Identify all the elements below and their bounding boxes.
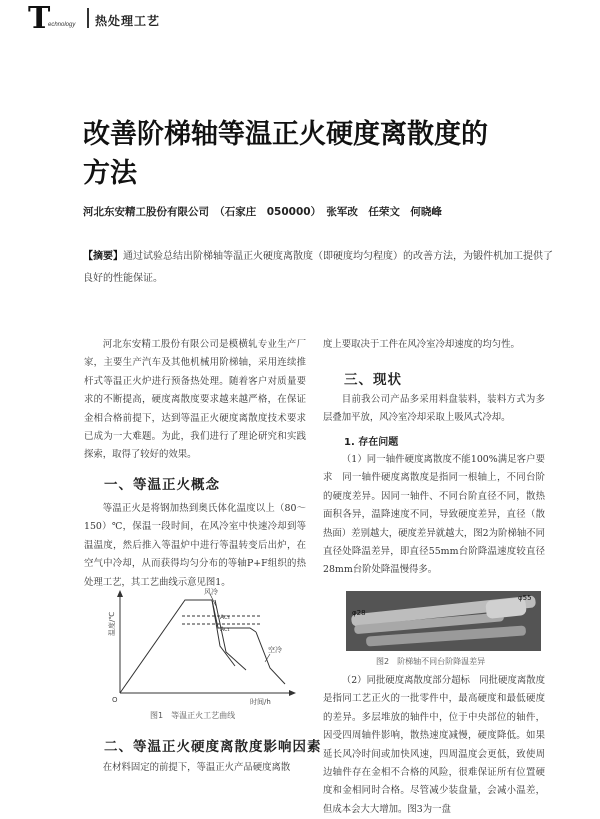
left-intro (84, 336, 306, 465)
intro-paragraph: 河北东安精工股份有限公司是模横轧专业生产厂家，主要生产汽车及其他机械用阶梯轴，采用连续推杆式等温正火炉进行预备热处理。随着客户对质量要求的不断提高，硬度离散度要求越来越严格，在保证金相合格前提下，达到等温正火硬度离散度技术要求已成为一大难题。为此，我们进行了理论研究和实践探索，取得了较好的效果。 (84, 339, 306, 461)
left-section2 (84, 759, 306, 777)
left-section1 (84, 500, 306, 592)
figure1-process-curve (100, 588, 300, 706)
article-title (83, 115, 553, 193)
section1-paragraph: 等温正火是将钢加热到奥氏体化温度以上（80～150）℃，保温一段时间，在风冷室中快速冷却到等温温度，然后推入等温炉中进行等温转变后出炉，在空气中冷却，从而获得均匀分布的等轴P+F组织的热处理工艺，其工艺曲线示意见图1。 (84, 503, 306, 588)
figure1-ylabel: 温度/℃ (108, 611, 116, 636)
right-col-top (323, 336, 545, 354)
header-section-title: 热处理工艺 (95, 14, 161, 28)
article-authors: 河北东安精工股份有限公司 （石家庄 050000） 张军改 任荣文 何晓峰 (83, 206, 442, 218)
header-logo-letter: T (28, 1, 51, 36)
right-continuation: 度上要取决于工件在风冷室冷却速度的均匀性。 (323, 339, 520, 350)
figure1-xlabel: 时间/h (250, 698, 271, 706)
header-divider (87, 8, 89, 28)
article-title-line2: 方法 (83, 158, 137, 189)
section2-paragraph: 在材料固定的前提下，等温正火产品硬度离散 (102, 762, 291, 773)
figure1-origin: O (112, 696, 118, 704)
figure1-caption: 图1 等温正火工艺曲线 (150, 711, 236, 720)
subsection1-heading: 1. 存在问题 (344, 437, 399, 448)
status-paragraph: 目前我公司产品多采用料盘装料，装料方式为多层叠加平放，风冷室冷却采取上吸风式冷却。 (323, 394, 545, 424)
problem2-paragraph: （2）同批硬度离散度部分超标 同批硬度离散度是指同工艺正火的一批零件中，最高硬度和最低硬度的差异。多层堆放的轴件中，位于中央部位的轴件，因受四周轴件影响，散热速度减慢，硬度降低。如果延长风冷时间或加快风速，四周温度会更低，致使周边轴件存在金相不合格的风险，很难保证所有位置硬度和金相同时合格。尽管减少装盘量，会减小温差，但成本会大大增加。图3为一盘 (323, 675, 545, 815)
abstract-text: 通过试验总结出阶梯轴等温正火硬度离散度（即硬度均匀程度）的改善方法，为锻件机加工提供了良好的性能保证。 (83, 251, 553, 284)
problem1-paragraph: （1）同一轴件硬度离散度不能100%满足客户要求 同一轴件硬度离散度是指同一根轴上，不同台阶的硬度差异。因同一轴件、不同台阶直径不同，散热面积各异，温降速度不同，导致硬度差异，直径（散热面）差别越大，硬度差异就越大，图2为阶梯轴不同直径处降温差异，即直径55mm台阶降温速度较直径28mm台阶处降温慢得多。 (323, 454, 545, 576)
section3-heading: 三、现状 (344, 372, 402, 388)
section1-heading: 一、等温正火概念 (104, 477, 220, 493)
right-col-sec3 (323, 391, 545, 428)
figure1-label-ac3: Ac₃ (220, 614, 230, 621)
figure2-label-large: φ55 (518, 594, 532, 602)
article-abstract (83, 246, 553, 290)
figure2-label-small: φ28 (352, 609, 366, 617)
figure1-branch-curve-1 (212, 600, 235, 666)
abstract-label: 【摘要】 (83, 251, 123, 262)
figure1-y-arrow (117, 590, 123, 597)
section2-heading: 二、等温正火硬度离散度影响因素 (104, 739, 322, 755)
figure1-x-arrow (289, 690, 296, 696)
figure1-label-air: 空冷 (268, 646, 282, 654)
right-col-problem1 (323, 451, 545, 580)
article-title-line1: 改善阶梯轴等温正火硬度离散度的 (83, 119, 488, 150)
header-logo-word: echnology (48, 22, 76, 28)
figure1-label-air-cool: 风冷 (204, 588, 218, 596)
figure2-caption: 图2 阶梯轴不同台阶降温差异 (376, 657, 486, 666)
figure1-main-curve (120, 600, 256, 693)
figure2-shaft-photo (346, 591, 541, 651)
figure1-label-ac1: Ac₁ (220, 626, 230, 633)
figure1-air-cool-curve (256, 632, 285, 684)
